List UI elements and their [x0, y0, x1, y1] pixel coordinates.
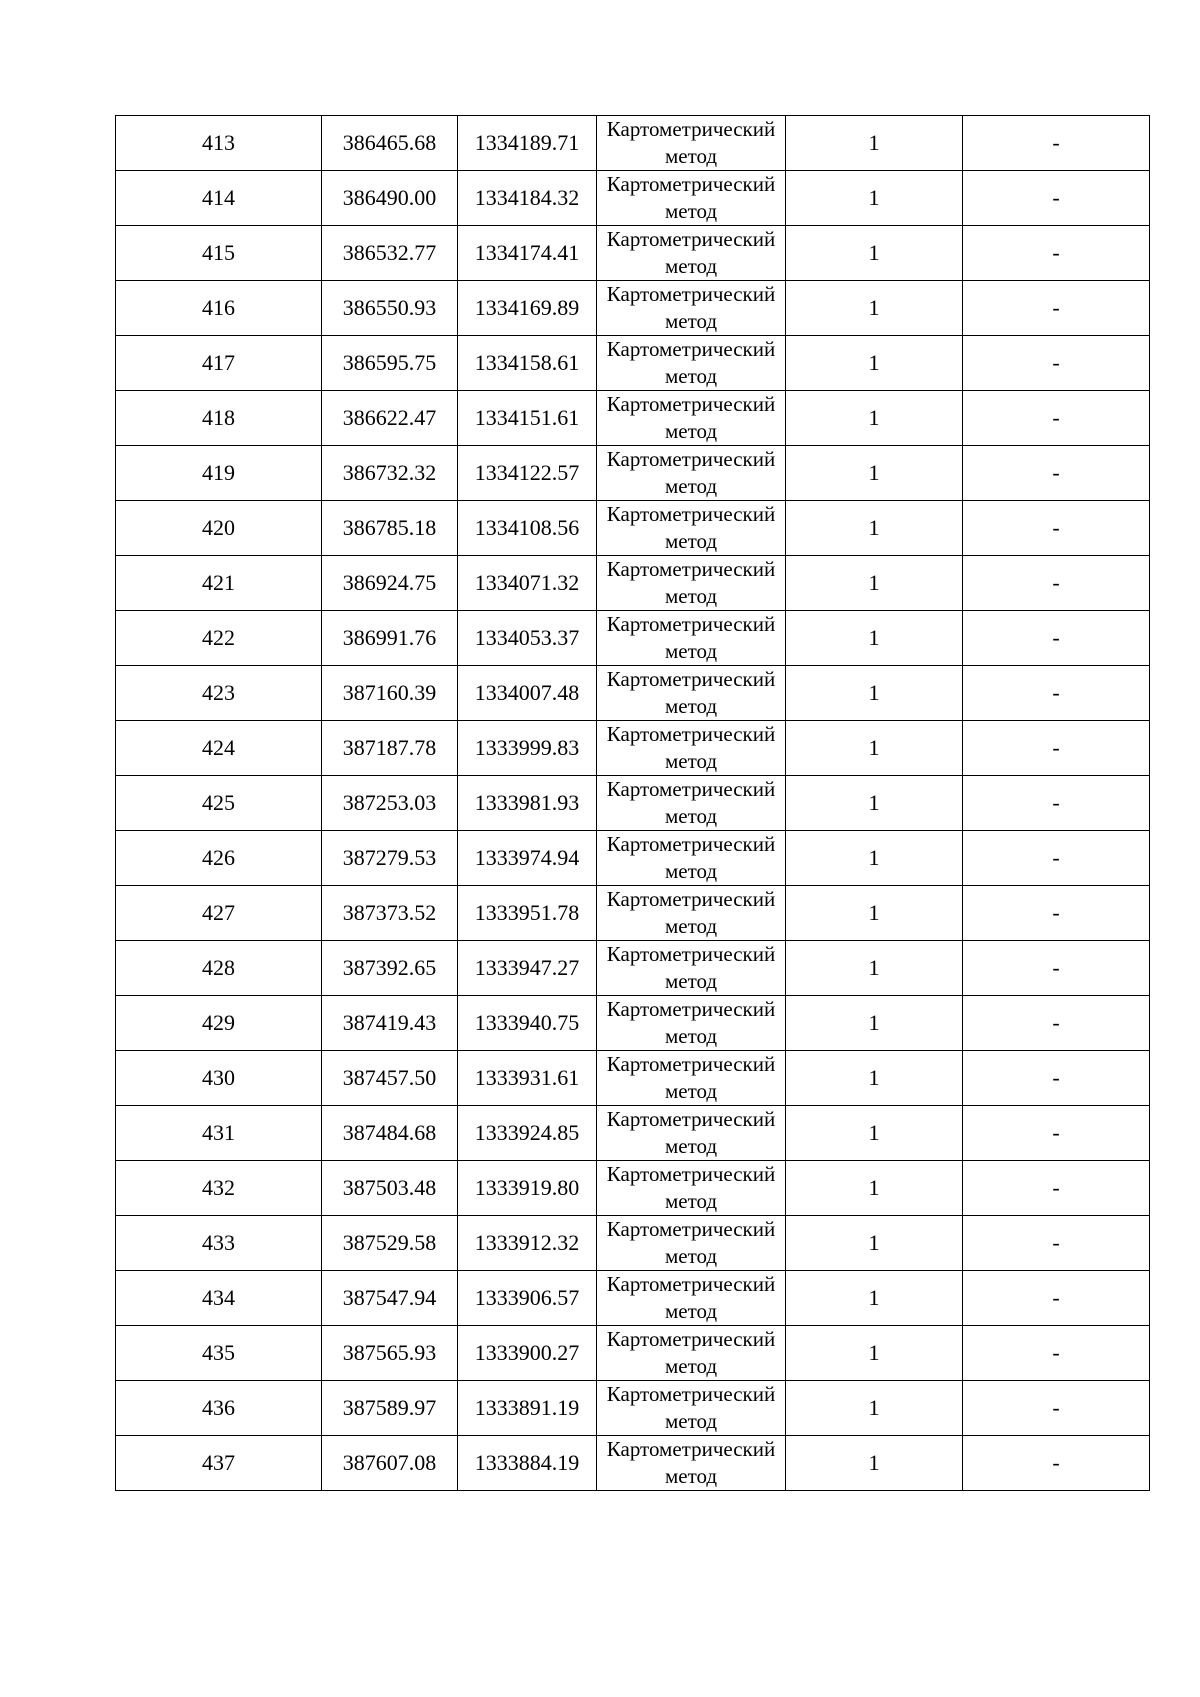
accuracy-cell: 1	[786, 391, 963, 446]
point-number-cell: 436	[116, 1381, 322, 1436]
y-coordinate-cell: 1334169.89	[458, 281, 597, 336]
accuracy-cell: 1	[786, 776, 963, 831]
table-row	[116, 1051, 1150, 1106]
note-cell: -	[963, 1051, 1150, 1106]
method-cell: Картометрический метод	[597, 1216, 786, 1271]
note-cell: -	[963, 171, 1150, 226]
x-coordinate-cell: 387160.39	[322, 666, 458, 721]
accuracy-cell: 1	[786, 501, 963, 556]
point-number-cell: 413	[116, 116, 322, 171]
y-coordinate-cell: 1333900.27	[458, 1326, 597, 1381]
method-cell: Картометрический метод	[597, 886, 786, 941]
note-cell: -	[963, 776, 1150, 831]
accuracy-cell: 1	[786, 721, 963, 776]
table-row	[116, 281, 1150, 336]
coordinates-table	[115, 115, 1150, 1491]
method-cell: Картометрический метод	[597, 831, 786, 886]
note-cell: -	[963, 446, 1150, 501]
point-number-cell: 426	[116, 831, 322, 886]
note-cell: -	[963, 666, 1150, 721]
point-number-cell: 417	[116, 336, 322, 391]
accuracy-cell: 1	[786, 1436, 963, 1491]
point-number-cell: 416	[116, 281, 322, 336]
x-coordinate-cell: 386991.76	[322, 611, 458, 666]
note-cell: -	[963, 941, 1150, 996]
y-coordinate-cell: 1333891.19	[458, 1381, 597, 1436]
note-cell: -	[963, 831, 1150, 886]
y-coordinate-cell: 1334189.71	[458, 116, 597, 171]
table-row	[116, 611, 1150, 666]
point-number-cell: 414	[116, 171, 322, 226]
method-cell: Картометрический метод	[597, 1051, 786, 1106]
x-coordinate-cell: 387457.50	[322, 1051, 458, 1106]
method-cell: Картометрический метод	[597, 116, 786, 171]
table-row	[116, 116, 1150, 171]
table-row	[116, 1106, 1150, 1161]
table-row	[116, 336, 1150, 391]
method-cell: Картометрический метод	[597, 226, 786, 281]
accuracy-cell: 1	[786, 336, 963, 391]
table-row	[116, 996, 1150, 1051]
method-cell: Картометрический метод	[597, 666, 786, 721]
y-coordinate-cell: 1333906.57	[458, 1271, 597, 1326]
note-cell: -	[963, 886, 1150, 941]
table-row	[116, 776, 1150, 831]
x-coordinate-cell: 386924.75	[322, 556, 458, 611]
note-cell: -	[963, 1161, 1150, 1216]
table-row	[116, 1381, 1150, 1436]
accuracy-cell: 1	[786, 281, 963, 336]
point-number-cell: 415	[116, 226, 322, 281]
method-cell: Картометрический метод	[597, 446, 786, 501]
note-cell: -	[963, 996, 1150, 1051]
point-number-cell: 427	[116, 886, 322, 941]
method-cell: Картометрический метод	[597, 776, 786, 831]
note-cell: -	[963, 281, 1150, 336]
x-coordinate-cell: 386465.68	[322, 116, 458, 171]
x-coordinate-cell: 387565.93	[322, 1326, 458, 1381]
x-coordinate-cell: 387547.94	[322, 1271, 458, 1326]
x-coordinate-cell: 386532.77	[322, 226, 458, 281]
point-number-cell: 420	[116, 501, 322, 556]
method-cell: Картометрический метод	[597, 556, 786, 611]
note-cell: -	[963, 116, 1150, 171]
point-number-cell: 433	[116, 1216, 322, 1271]
x-coordinate-cell: 387503.48	[322, 1161, 458, 1216]
note-cell: -	[963, 556, 1150, 611]
note-cell: -	[963, 1381, 1150, 1436]
point-number-cell: 423	[116, 666, 322, 721]
y-coordinate-cell: 1334053.37	[458, 611, 597, 666]
accuracy-cell: 1	[786, 116, 963, 171]
accuracy-cell: 1	[786, 446, 963, 501]
point-number-cell: 422	[116, 611, 322, 666]
coordinates-table-body	[116, 116, 1150, 1491]
accuracy-cell: 1	[786, 996, 963, 1051]
y-coordinate-cell: 1333931.61	[458, 1051, 597, 1106]
note-cell: -	[963, 501, 1150, 556]
table-row	[116, 1161, 1150, 1216]
table-row	[116, 171, 1150, 226]
point-number-cell: 418	[116, 391, 322, 446]
method-cell: Картометрический метод	[597, 391, 786, 446]
accuracy-cell: 1	[786, 171, 963, 226]
y-coordinate-cell: 1334184.32	[458, 171, 597, 226]
method-cell: Картометрический метод	[597, 996, 786, 1051]
accuracy-cell: 1	[786, 1161, 963, 1216]
point-number-cell: 428	[116, 941, 322, 996]
y-coordinate-cell: 1333947.27	[458, 941, 597, 996]
x-coordinate-cell: 387419.43	[322, 996, 458, 1051]
method-cell: Картометрический метод	[597, 281, 786, 336]
point-number-cell: 437	[116, 1436, 322, 1491]
note-cell: -	[963, 721, 1150, 776]
method-cell: Картометрический метод	[597, 1436, 786, 1491]
y-coordinate-cell: 1333919.80	[458, 1161, 597, 1216]
accuracy-cell: 1	[786, 941, 963, 996]
point-number-cell: 431	[116, 1106, 322, 1161]
table-row	[116, 1436, 1150, 1491]
point-number-cell: 421	[116, 556, 322, 611]
accuracy-cell: 1	[786, 556, 963, 611]
x-coordinate-cell: 387373.52	[322, 886, 458, 941]
note-cell: -	[963, 1436, 1150, 1491]
method-cell: Картометрический метод	[597, 501, 786, 556]
accuracy-cell: 1	[786, 1326, 963, 1381]
accuracy-cell: 1	[786, 1381, 963, 1436]
table-row	[116, 226, 1150, 281]
x-coordinate-cell: 386732.32	[322, 446, 458, 501]
accuracy-cell: 1	[786, 1216, 963, 1271]
accuracy-cell: 1	[786, 611, 963, 666]
table-row	[116, 446, 1150, 501]
y-coordinate-cell: 1334158.61	[458, 336, 597, 391]
table-row	[116, 831, 1150, 886]
method-cell: Картометрический метод	[597, 1381, 786, 1436]
x-coordinate-cell: 387484.68	[322, 1106, 458, 1161]
table-row	[116, 391, 1150, 446]
table-row	[116, 1326, 1150, 1381]
table-row	[116, 941, 1150, 996]
y-coordinate-cell: 1333951.78	[458, 886, 597, 941]
y-coordinate-cell: 1333912.32	[458, 1216, 597, 1271]
point-number-cell: 434	[116, 1271, 322, 1326]
note-cell: -	[963, 391, 1150, 446]
x-coordinate-cell: 386622.47	[322, 391, 458, 446]
x-coordinate-cell: 387392.65	[322, 941, 458, 996]
y-coordinate-cell: 1334174.41	[458, 226, 597, 281]
y-coordinate-cell: 1334071.32	[458, 556, 597, 611]
accuracy-cell: 1	[786, 1106, 963, 1161]
method-cell: Картометрический метод	[597, 1161, 786, 1216]
accuracy-cell: 1	[786, 666, 963, 721]
table-row	[116, 1216, 1150, 1271]
table-row	[116, 501, 1150, 556]
method-cell: Картометрический метод	[597, 1106, 786, 1161]
y-coordinate-cell: 1334151.61	[458, 391, 597, 446]
note-cell: -	[963, 1271, 1150, 1326]
y-coordinate-cell: 1333999.83	[458, 721, 597, 776]
y-coordinate-cell: 1333974.94	[458, 831, 597, 886]
note-cell: -	[963, 1106, 1150, 1161]
point-number-cell: 419	[116, 446, 322, 501]
accuracy-cell: 1	[786, 226, 963, 281]
y-coordinate-cell: 1334108.56	[458, 501, 597, 556]
method-cell: Картометрический метод	[597, 336, 786, 391]
point-number-cell: 425	[116, 776, 322, 831]
x-coordinate-cell: 387187.78	[322, 721, 458, 776]
note-cell: -	[963, 1216, 1150, 1271]
y-coordinate-cell: 1333884.19	[458, 1436, 597, 1491]
point-number-cell: 424	[116, 721, 322, 776]
y-coordinate-cell: 1333981.93	[458, 776, 597, 831]
method-cell: Картометрический метод	[597, 721, 786, 776]
x-coordinate-cell: 387253.03	[322, 776, 458, 831]
accuracy-cell: 1	[786, 1271, 963, 1326]
x-coordinate-cell: 387279.53	[322, 831, 458, 886]
table-row	[116, 721, 1150, 776]
point-number-cell: 430	[116, 1051, 322, 1106]
x-coordinate-cell: 387589.97	[322, 1381, 458, 1436]
method-cell: Картометрический метод	[597, 941, 786, 996]
y-coordinate-cell: 1334007.48	[458, 666, 597, 721]
table-row	[116, 666, 1150, 721]
x-coordinate-cell: 386785.18	[322, 501, 458, 556]
y-coordinate-cell: 1334122.57	[458, 446, 597, 501]
table-row	[116, 1271, 1150, 1326]
method-cell: Картометрический метод	[597, 1271, 786, 1326]
method-cell: Картометрический метод	[597, 171, 786, 226]
method-cell: Картометрический метод	[597, 1326, 786, 1381]
point-number-cell: 432	[116, 1161, 322, 1216]
accuracy-cell: 1	[786, 886, 963, 941]
note-cell: -	[963, 336, 1150, 391]
y-coordinate-cell: 1333940.75	[458, 996, 597, 1051]
y-coordinate-cell: 1333924.85	[458, 1106, 597, 1161]
x-coordinate-cell: 386595.75	[322, 336, 458, 391]
method-cell: Картометрический метод	[597, 611, 786, 666]
x-coordinate-cell: 387607.08	[322, 1436, 458, 1491]
point-number-cell: 435	[116, 1326, 322, 1381]
table-row	[116, 886, 1150, 941]
note-cell: -	[963, 611, 1150, 666]
accuracy-cell: 1	[786, 831, 963, 886]
x-coordinate-cell: 386490.00	[322, 171, 458, 226]
note-cell: -	[963, 1326, 1150, 1381]
x-coordinate-cell: 387529.58	[322, 1216, 458, 1271]
accuracy-cell: 1	[786, 1051, 963, 1106]
x-coordinate-cell: 386550.93	[322, 281, 458, 336]
note-cell: -	[963, 226, 1150, 281]
point-number-cell: 429	[116, 996, 322, 1051]
table-row	[116, 556, 1150, 611]
